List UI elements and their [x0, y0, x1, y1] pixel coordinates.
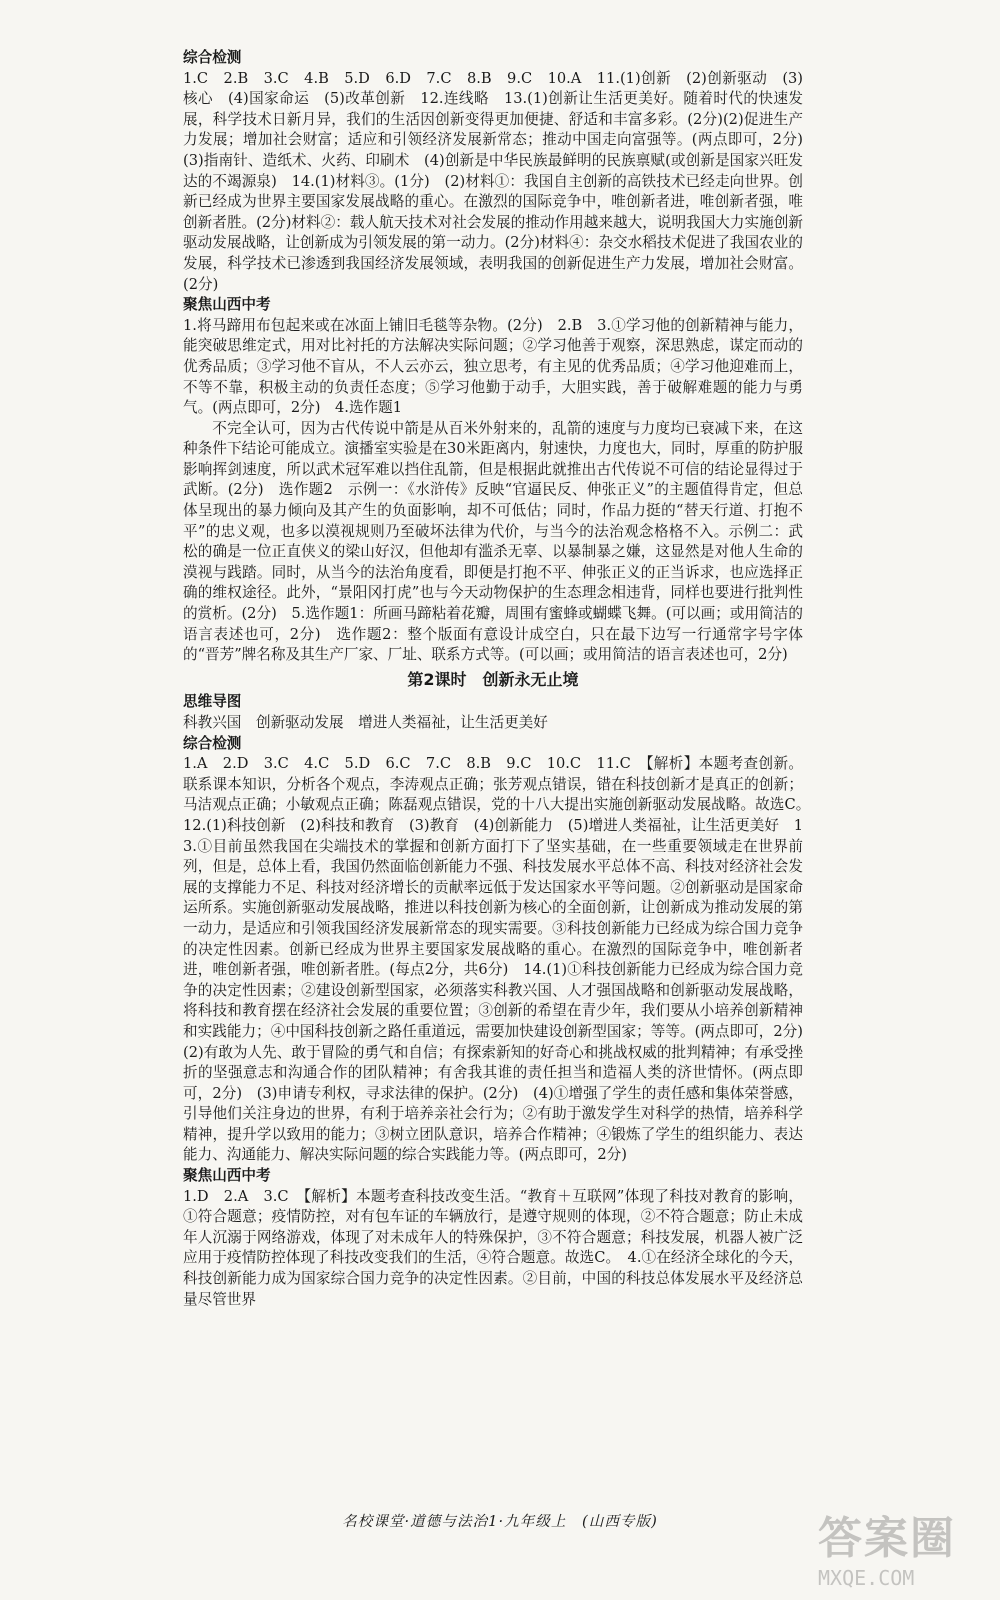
watermark-url: MXQE.COM	[818, 1566, 915, 1590]
watermark-text: 答案圈	[818, 1513, 956, 1564]
answer-page	[183, 48, 818, 1310]
page-footer: 名校课堂·道德与法治1·九年级上 (山西专版)	[342, 1513, 658, 1530]
answer-paragraph: 1.将马蹄用布包起来或在冰面上铺旧毛毯等杂物。(2分) 2.B 3.①学习他的创新精神与能力，能突破思维定式，用对比衬托的方法解决实际问题；②学习他善于观察，深思熟虑，谋定而动的优秀品质；③学习他不盲从，不人云亦云，独立思考，有主见的优秀品质；④学习他迎难而上，不等不靠，积极主动的负责任态度；⑤学习他勤于动手，大胆实践，善于破解难题的能力与勇气。(两点即可，2分) 4.选作题1	[183, 316, 803, 417]
mind-map-answer: 科教兴国 创新驱动发展 增进人类福祉，让生活更美好	[183, 714, 548, 731]
section-heading-jujiao-shanxi: 聚焦山西中考	[183, 296, 271, 314]
section-heading-jujiao-shanxi: 聚焦山西中考	[183, 1167, 271, 1185]
answer-paragraph: 1.D 2.A 3.C 【解析】本题考查科技改变生活。“教育＋互联网”体现了科技对教育的影响，①符合题意；疫情防控，对有包车证的车辆放行，是遵守规则的体现，②不符合题意；防止未成年人沉溺于网络游戏，体现了对未成年人的特殊保护，③不符合题意；科技发展，机器人被广泛应用于疫情防控体现了科技改变我们的生活，④符合题意。故选C。 4.①在经济全球化的今天，科技创新能力成为国家综合国力竞争的决定性因素。②目前，中国的科技总体发展水平及经济总量尽管世界	[183, 1187, 803, 1308]
answer-paragraph: 1.A 2.D 3.C 4.C 5.D 6.C 7.C 8.B 9.C 10.C 11.C 【解析】本题考查创新。联系课本知识，分析各个观点，李涛观点正确；张芳观点错误，错在科技创新才是真正的创新；马洁观点正确；小敏观点正确；陈磊观点错误，党的十八大提出实施创新驱动发展战略。故选C。 12.(1)科技创新 (2)科技和教育 (3)教育 (4)创新能力 (5)增进人类福祉，让生活更美好 13.①目前虽然我国在尖端技术的掌握和创新方面打下了坚实基础，在一些重要领域走在世界前列，但是，总体上看，我国仍然面临创新能力不强、科技发展水平总体不高、科技对经济社会发展的支撑能力不足、科技对经济增长的贡献率远低于发达国家水平等问题。②创新驱动是国家命运所系。实施创新驱动发展战略，推进以科技创新为核心的全面创新，让创新成为推动发展的第一动力，是适应和引领我国经济发展新常态的现实需要。③科技创新能力已经成为综合国力竞争的决定性因素。创新已经成为世界主要国家发展战略的重心。在激烈的国际竞争中，唯创新者进，唯创新者强，唯创新者胜。(每点2分，共6分) 14.(1)①科技创新能力已经成为综合国力竞争的决定性因素；②建设创新型国家，必须落实科教兴国、人才强国战略和创新驱动发展战略，将科技和教育摆在经济社会发展的重要位置；③创新的希望在青少年，我们要从小培养创新精神和实践能力；④中国科技创新之路任重道远，需要加快建设创新型国家；等等。(两点即可，2分) (2)有敢为人先、敢于冒险的勇气和自信；有探索新知的好奇心和挑战权威的批判精神；有承受挫折的坚强意志和沟通合作的团队精神；有舍我其谁的责任担当和造福人类的济世情怀。(两点即可，2分) (3)申请专利权，寻求法律的保护。(2分) (4)①增强了学生的责任感和集体荣誉感，引导他们关注身边的世界，有利于培养亲社会行为；②有助于激发学生对科学的热情，培养科学精神，提升学以致用的能力；③树立团队意识，培养合作精神；④锻炼了学生的组织能力、表达能力、沟通能力、解决实际问题的综合实践能力等。(两点即可，2分)	[183, 755, 818, 1164]
answer-paragraph: 1.C 2.B 3.C 4.B 5.D 6.D 7.C 8.B 9.C 10.A 11.(1)创新 (2)创新驱动 (3)核心 (4)国家命运 (5)改革创新 12.连线略 13.(1)创新让生活更美好。随着时代的快速发展，科学技术日新月异，我们的生活因创新变得更加便捷、舒适和丰富多彩。(2分)(2)促进生产力发展；增加社会财富；适应和引领经济发展新常态；推动中国走向富强等。(两点即可，2分) (3)指南针、造纸术、火药、印刷术 (4)创新是中华民族最鲜明的民族禀赋(或创新是国家兴旺发达的不竭源泉) 14.(1)材料③。(1分) (2)材料①：我国自主创新的高铁技术已经走向世界。创新已经成为世界主要国家发展战略的重心。在激烈的国际竞争中，唯创新者进，唯创新者强，唯创新者胜。(2分)材料②：载人航天技术对社会发展的推动作用越来越大，说明我国大力实施创新驱动发展战略，让创新成为引领发展的第一动力。(2分)材料④：杂交水稻技术促进了我国农业的发展，科学技术已渗透到我国经济发展领域，表明我国的创新促进生产力发展，增加社会财富。(2分)	[183, 69, 818, 293]
answer-paragraph: 不完全认可，因为古代传说中箭是从百米外射来的，乱箭的速度与力度均已衰减下来，在这种条件下结论可能成立。演播室实验是在30米距离内，射速快，力度也大，同时，厚重的防护服影响挥剑速度，所以武术冠军难以挡住乱箭，但是根据此就推出古代传说不可信的结论显得过于武断。(2分) 选作题2 示例一：《水浒传》反映“官逼民反、伸张正义”的主题值得肯定，但总体呈现出的暴力倾向及其产生的负面影响，却不可低估；同时，作品力挺的“替天行道、打抱不平”的忠义观，也多以漠视规则乃至破坏法律为代价，与当今的法治观念格格不入。示例二：武松的确是一位正直侠义的梁山好汉，但他却有滥杀无辜、以暴制暴之嫌，这显然是对他人生命的漠视与践踏。同时，从当今的法治角度看，即便是打抱不平、伸张正义的正当诉求，也应选择正确的维权途径。此外，“景阳冈打虎”也与今天动物保护的生态理念相违背，同样也要进行批判性的赏析。(2分) 5.选作题1：所画马蹄粘着花瓣，周围有蜜蜂或蝴蝶飞舞。(可以画；或用简洁的语言表述也可，2分) 选作题2：整个版面有意设计成空白，只在最下边写一行通常字号字体的“晋芳”牌名称及其生产厂家、厂址、联系方式等。(可以画；或用简洁的语言表述也可，2分)	[183, 419, 803, 664]
section-heading-zonghe-jiance: 综合检测	[183, 734, 242, 752]
watermark-logo	[818, 1502, 978, 1590]
section-heading-siwei-daotu: 思维导图	[183, 693, 242, 711]
lesson-title: 第2课时 创新永无止境	[407, 669, 579, 689]
section-heading-zonghe-jiance: 综合检测	[183, 49, 242, 66]
